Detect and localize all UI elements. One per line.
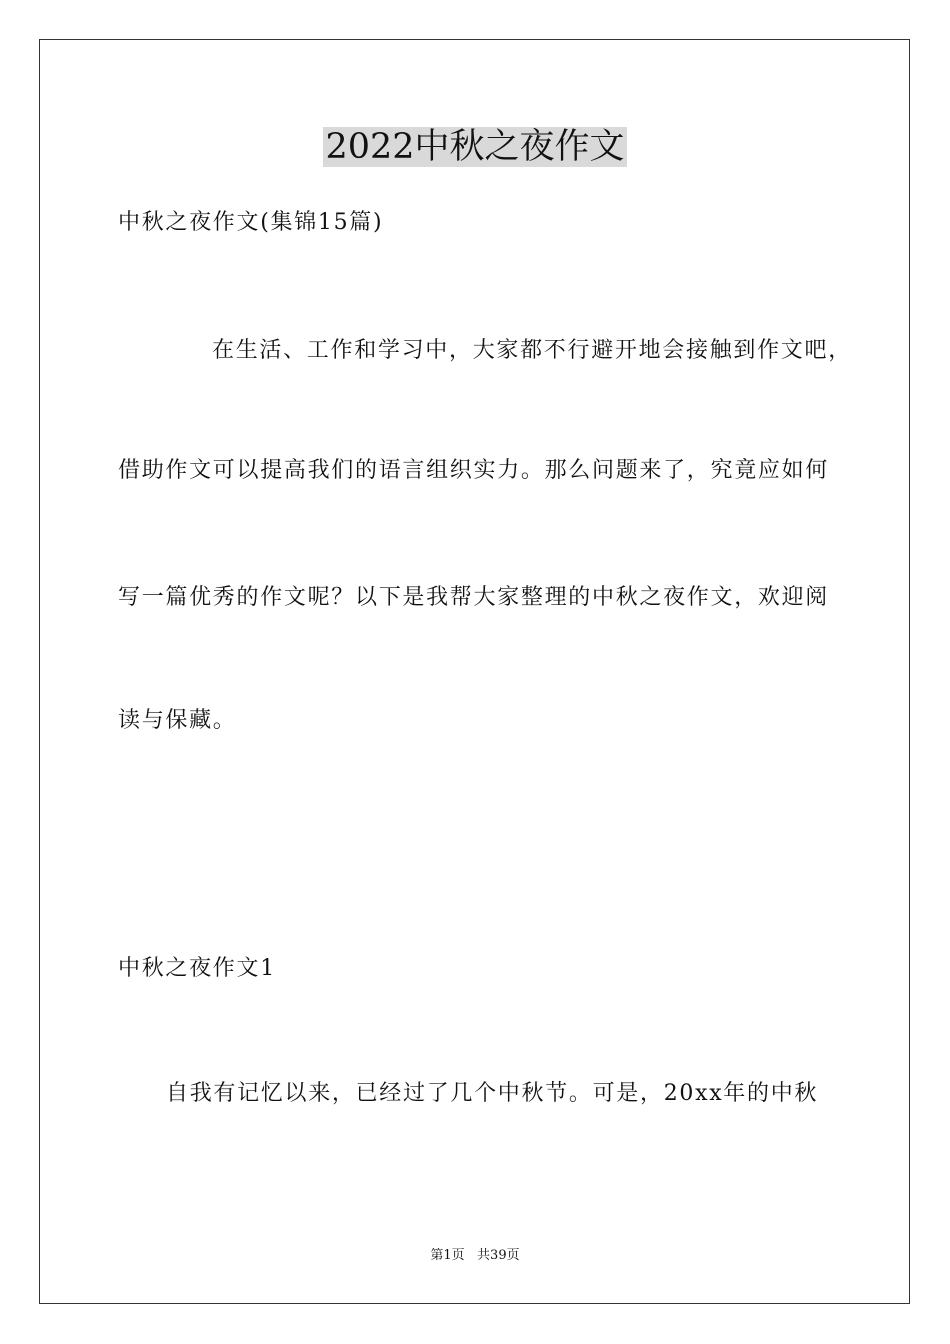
- document-subtitle: 中秋之夜作文(集锦15篇): [118, 210, 384, 235]
- intro-line-4: 读与保藏。: [118, 708, 237, 733]
- section-first-line: 自我有记忆以来，已经过了几个中秋节。可是，20xx年的中秋: [166, 1081, 819, 1106]
- page-footer: 第1页 共39页: [430, 1248, 520, 1263]
- intro-line-3: 写一篇优秀的作文呢？以下是我帮大家整理的中秋之夜作文，欢迎阅: [118, 585, 830, 610]
- intro-line-2: 借助作文可以提高我们的语言组织实力。那么问题来了，究竟应如何: [118, 458, 830, 483]
- intro-line-1: 在生活、工作和学习中，大家都不行避开地会接触到作文吧，: [212, 338, 852, 363]
- document-title: [0, 122, 950, 172]
- document-title-text: 2022中秋之夜作文: [325, 127, 625, 167]
- section-heading: 中秋之夜作文1: [118, 956, 276, 981]
